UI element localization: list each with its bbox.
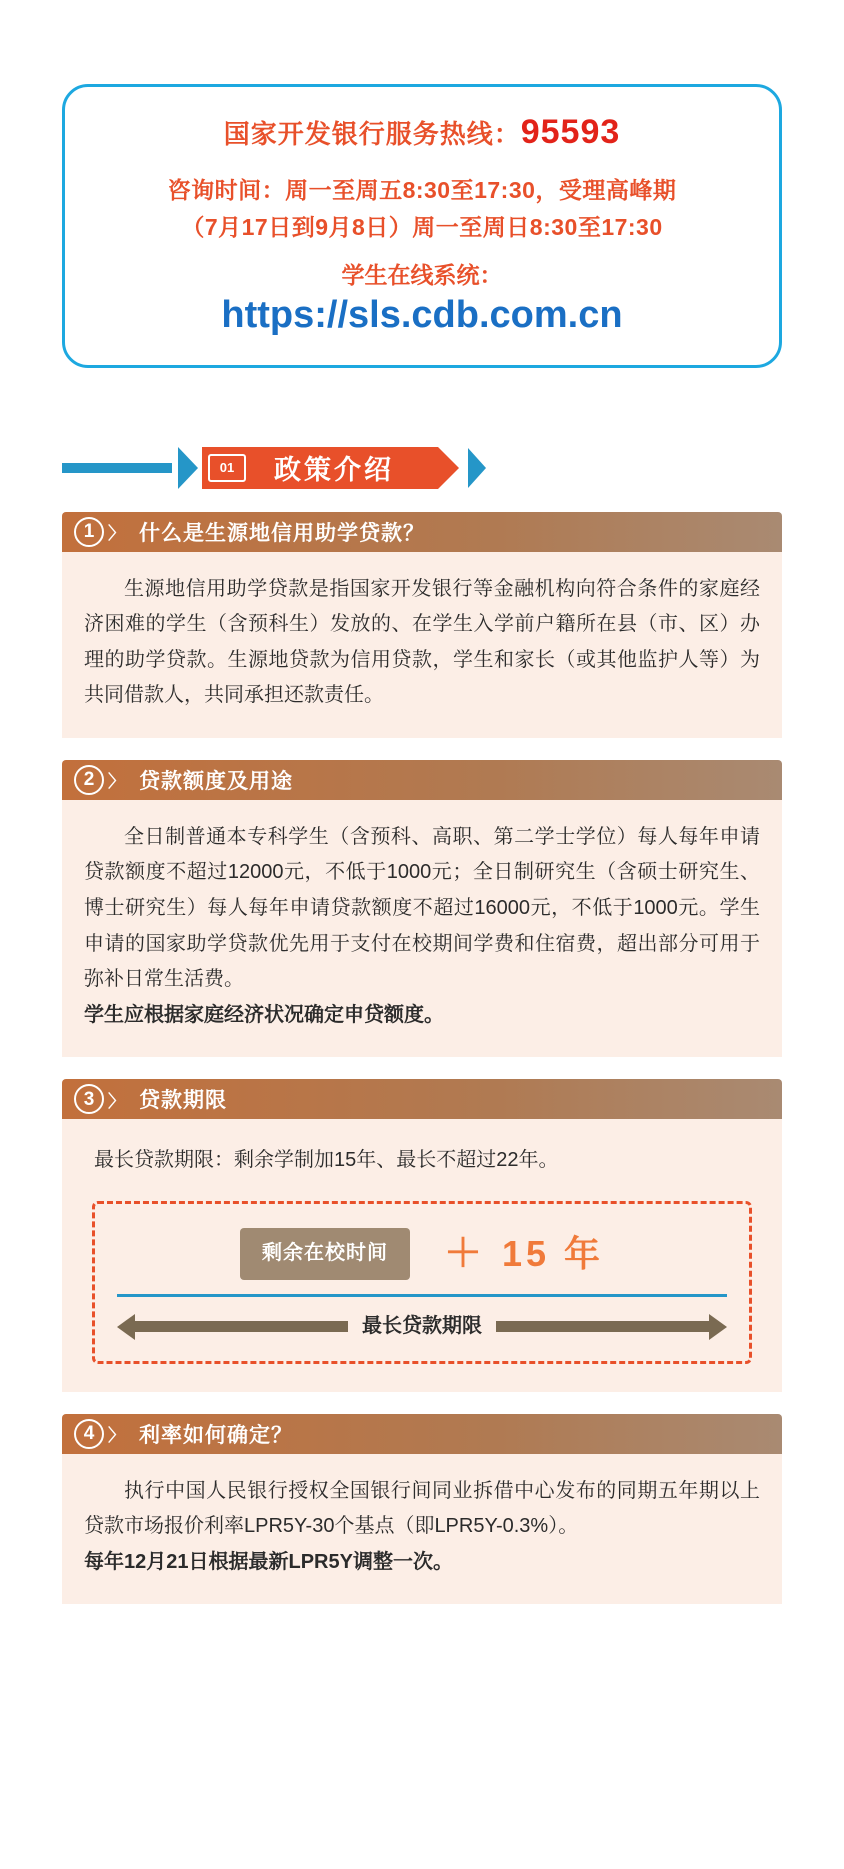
axis-bar-left — [135, 1321, 348, 1332]
hotline-card — [62, 84, 782, 368]
qa-title: 贷款额度及用途 — [139, 769, 293, 793]
qa-header — [62, 1079, 782, 1119]
qa-block-4 — [62, 1414, 782, 1605]
qa-body — [62, 1454, 782, 1605]
qa-paragraph: 全日制普通本专科学生（含预科、高职、第二学士学位）每人每年申请贷款额度不超过12000元，不低于1000元；全日制研究生（含硕士研究生、博士研究生）每人每年申请贷款额度不超过16000元，不低于1000元。学生申请的国家助学贷款优先用于支付在校期间学费和住宿费，超出部分可用于弥补日常生活费。 — [84, 825, 760, 991]
qa-index: 1 — [74, 517, 104, 547]
qa-paragraph-bold: 每年12月21日根据最新LPR5Y调整一次。 — [84, 1550, 453, 1573]
qa-body — [62, 800, 782, 1058]
qa-body — [62, 1119, 782, 1391]
diagram-axis-row — [117, 1309, 727, 1345]
qa-index: 4 — [74, 1419, 104, 1449]
banner-left-bar — [62, 463, 172, 473]
axis-label: 最长贷款期限 — [362, 1315, 482, 1338]
banner-right-chevrons — [464, 448, 486, 488]
hotline-title-row — [83, 113, 761, 152]
section-title: 政策介绍 — [274, 455, 394, 485]
diagram-top-row — [117, 1222, 727, 1286]
qa-header — [62, 512, 782, 552]
student-system-label: 学生在线系统： — [341, 261, 503, 288]
qa-index: 2 — [74, 765, 104, 795]
chevron-right-outer-icon — [468, 448, 486, 488]
loan-term-line: 最长贷款期限：剩余学制加15年、最长不超过22年。 — [94, 1149, 559, 1172]
qa-paragraph: 生源地信用助学贷款是指国家开发银行等金融机构向符合条件的家庭经济困难的学生（含预科生）发放的、在学生入学前户籍所在县（市、区）办理的助学贷款。生源地贷款为信用贷款，学生和家长（或其他监护人等）为共同借款人，共同承担还款责任。 — [84, 577, 760, 707]
qa-header — [62, 1414, 782, 1454]
qa-block-2 — [62, 760, 782, 1058]
section-index-badge: 01 — [208, 454, 246, 482]
banner-main — [202, 447, 438, 489]
hotline-time-line-1: 咨询时间：周一至周五8:30至17:30，受理高峰期 — [167, 177, 677, 203]
qa-paragraph-bold: 学生应根据家庭经济状况确定申贷额度。 — [84, 1003, 444, 1026]
chevron-right-icon: 〉 — [108, 1426, 125, 1446]
remaining-school-time-pill: 剩余在校时间 — [240, 1228, 410, 1280]
poster-page — [0, 84, 844, 1869]
student-system-url[interactable]: https://sls.cdb.com.cn — [221, 293, 623, 336]
arrow-right-icon — [709, 1314, 727, 1340]
qa-header — [62, 760, 782, 800]
chevron-right-icon: 〉 — [108, 1091, 125, 1111]
chevron-right-icon: 〉 — [108, 772, 125, 792]
hotline-time-line-2: （7月17日到9月8日）周一至周日8:30至17:30 — [181, 214, 663, 241]
hotline-number: 95593 — [520, 113, 621, 151]
section-banner — [0, 446, 844, 490]
diagram-divider — [117, 1294, 727, 1297]
qa-title: 贷款期限 — [139, 1089, 227, 1113]
qa-block-1 — [62, 512, 782, 738]
years-value: 15 年 — [501, 1233, 605, 1275]
chevron-right-icon: 〉 — [108, 524, 125, 543]
qa-title: 利率如何确定？ — [139, 1423, 293, 1447]
loan-term-diagram — [92, 1201, 752, 1364]
qa-body — [62, 552, 782, 738]
axis-bar-right — [496, 1321, 709, 1332]
plus-icon: ＋ — [443, 1233, 482, 1276]
qa-index: 3 — [74, 1084, 104, 1114]
chevron-right-icon — [178, 447, 198, 489]
qa-title: 什么是生源地信用助学贷款？ — [139, 521, 425, 545]
qa-paragraph: 执行中国人民银行授权全国银行间同业拆借中心发布的同期五年期以上贷款市场报价利率LPR5Y-30个基点（即LPR5Y-0.3%）。 — [84, 1479, 760, 1538]
arrow-left-icon — [117, 1314, 135, 1340]
hotline-label: 国家开发银行服务热线： — [223, 119, 521, 149]
qa-block-3 — [62, 1079, 782, 1391]
